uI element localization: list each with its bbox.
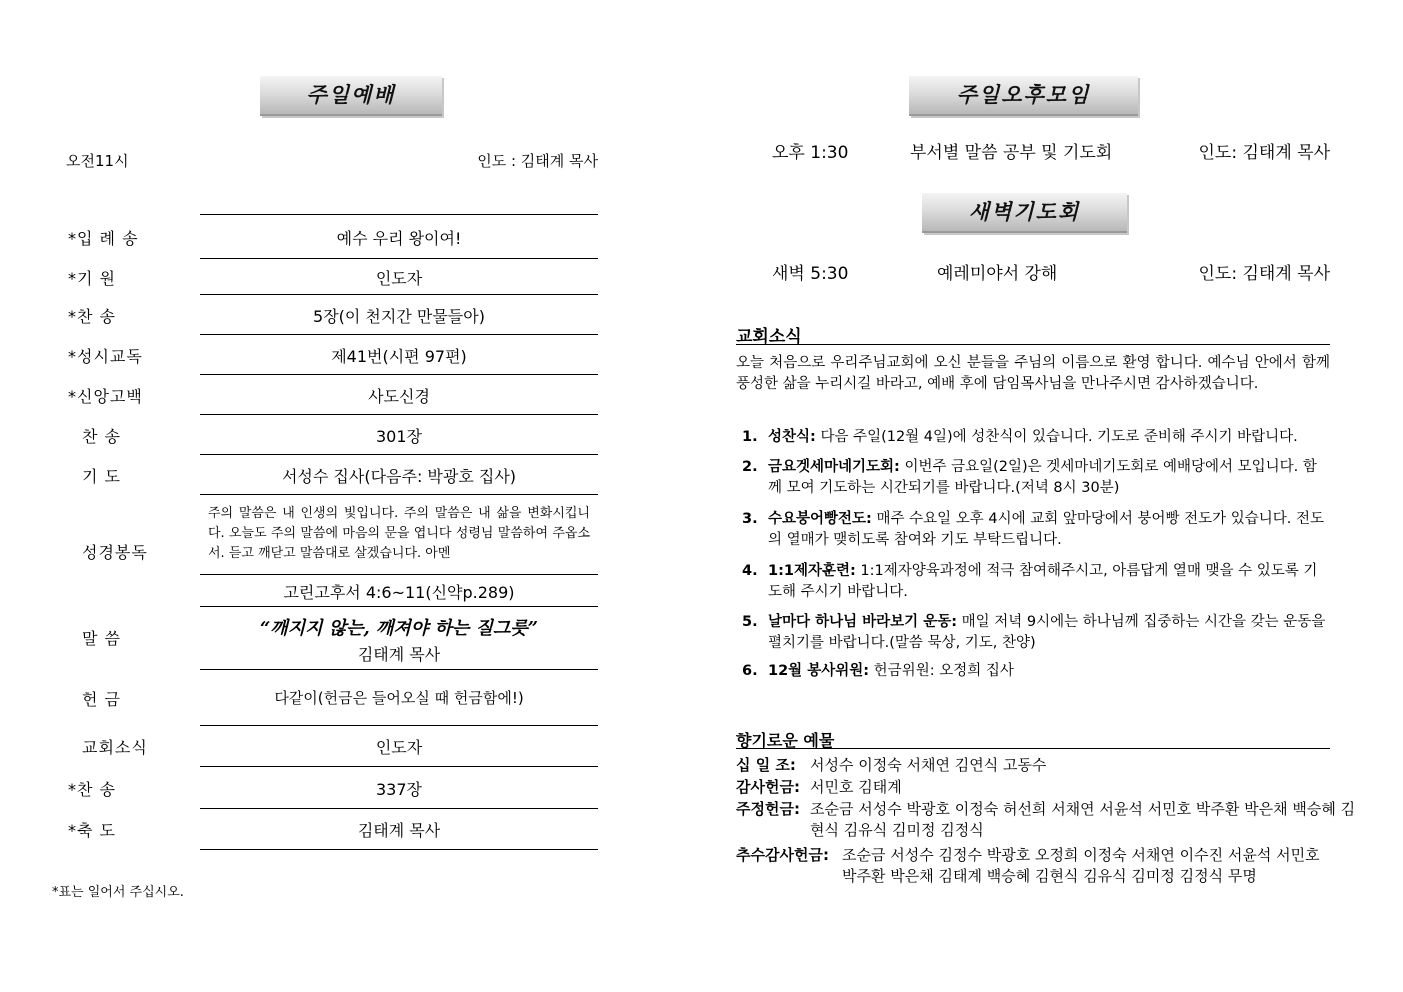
- divider: [200, 214, 598, 215]
- divider: [200, 606, 598, 607]
- dawn-leader: 인도: 김태계 목사: [1198, 264, 1330, 284]
- order-label: *찬 송: [68, 307, 116, 326]
- news-title: 1:1제자훈련:: [768, 563, 856, 579]
- news-number: 5.: [742, 614, 758, 630]
- divider: [200, 849, 598, 850]
- offering-label: 헌 금: [82, 690, 121, 709]
- order-value: 인도자: [375, 738, 423, 757]
- gift-names: 서민호 김태계: [810, 778, 902, 796]
- order-value: 제41번(시편 97편): [331, 347, 467, 366]
- news-text: 1:1제자양육과정에 적극 참여해주시고, 아름답게 열매 맺을 수 있도록 기도해 주시기 바랍니다.: [768, 563, 1318, 600]
- dawn-prayer-title: 새벽기도회: [922, 193, 1127, 233]
- news-text: 매일 저녁 9시에는 하나님께 집중하는 시간을 갖는 운동을 펼치기를 바랍니다.(말씀 묵상, 기도, 찬양): [768, 614, 1326, 651]
- news-item: [742, 661, 1330, 682]
- order-value: 서성수 집사(다음주: 박광호 집사): [281, 467, 517, 486]
- sermon-title: “깨지지 않는, 깨져야 하는 질그릇”: [259, 618, 539, 639]
- news-text: 이번주 금요일(2일)은 겟세마네기도회로 예배당에서 모입니다. 함께 모여 기도하는 시간되기를 바랍니다.(저녁 8시 30분): [768, 459, 1317, 496]
- sermon-preacher: 김태계 목사: [357, 645, 441, 664]
- order-value: 인도자: [375, 269, 423, 288]
- gift-names: 조순금 서성수 김정수 박광호 오정희 이정숙 서채연 이수진 서윤석 서민호 박주환 박은채 김태계 백승혜 김현식 김유식 김미정 김정식 무명: [842, 846, 1320, 885]
- divider: [200, 574, 598, 575]
- gift-names: 서성수 이정숙 서채연 김연식 고동수: [810, 756, 1047, 774]
- order-label: 찬 송: [82, 427, 121, 446]
- gifts-divider: [736, 748, 1330, 749]
- order-value: 301장: [376, 427, 422, 446]
- gift-names: 조순금 서성수 박광호 이정숙 허선희 서채연 서윤석 서민호 박주환 박은채 백승혜 김현식 김유식 김미정 김정식: [810, 800, 1356, 839]
- afternoon-leader: 인도: 김태계 목사: [1198, 143, 1330, 163]
- dawn-description: 예레미야서 강해: [937, 264, 1058, 284]
- divider: [200, 725, 598, 726]
- divider: [200, 669, 598, 670]
- gift-category: 감사헌금:: [736, 778, 800, 796]
- news-number: 3.: [742, 511, 758, 527]
- news-number: 1.: [742, 429, 758, 445]
- order-label: 교회소식: [82, 738, 148, 757]
- news-heading: 교회소식: [736, 327, 802, 347]
- divider: [200, 454, 598, 455]
- news-text: 매주 수요일 오후 4시에 교회 앞마당에서 붕어빵 전도가 있습니다. 전도의 열매가 맺히도록 참여와 기도 부탁드립니다.: [768, 511, 1324, 548]
- order-label: *기 원: [68, 269, 116, 288]
- order-label: *성시교독: [68, 347, 143, 366]
- gift-category: 십 일 조:: [736, 756, 796, 774]
- news-title: 수요붕어빵전도:: [768, 511, 872, 527]
- divider: [200, 258, 598, 259]
- divider: [200, 766, 598, 767]
- gift-row: [736, 755, 1046, 776]
- order-label: *축 도: [68, 821, 116, 840]
- news-number: 2.: [742, 459, 758, 475]
- scripture-reference: 고린고후서 4:6~11(신약p.289): [283, 583, 515, 602]
- news-title: 성찬식:: [768, 429, 816, 445]
- offering-value: 다같이(헌금은 들어오실 때 헌금함에!): [274, 689, 524, 707]
- order-value: 사도신경: [368, 387, 430, 406]
- order-label: *찬 송: [68, 780, 116, 799]
- scripture-label: 성경봉독: [82, 543, 148, 562]
- news-item: [742, 561, 1330, 603]
- news-item: [742, 509, 1330, 551]
- standing-footnote: *표는 일어서 주십시오.: [52, 885, 184, 900]
- afternoon-title: 주일오후모임: [909, 76, 1138, 116]
- worship-leader: 인도 : 김태계 목사: [477, 152, 598, 170]
- news-text: 헌금위원: 오정희 집사: [873, 663, 1014, 679]
- worship-title: 주일예배: [260, 76, 442, 116]
- gift-row: [736, 799, 1356, 841]
- divider: [200, 808, 598, 809]
- gift-row: [736, 777, 902, 798]
- sermon-label: 말 씀: [82, 629, 121, 648]
- news-item: [742, 612, 1330, 654]
- order-value: 337장: [376, 780, 422, 799]
- order-label: 기 도: [82, 467, 121, 486]
- news-item: [742, 457, 1330, 499]
- news-intro: 오늘 처음으로 우리주님교회에 오신 분들을 주님의 이름으로 환영 합니다. 예수님 안에서 함께 풍성한 삶을 누리시길 바라고, 예배 후에 담임목사님을 만나주시면 감사하겠습니다.: [736, 355, 1330, 392]
- divider: [200, 334, 598, 335]
- dawn-time: 새벽 5:30: [772, 264, 849, 284]
- order-value: 5장(이 천지간 만물들아): [313, 307, 485, 326]
- news-title: 날마다 하나님 바라보기 운동:: [768, 614, 958, 630]
- order-value: 예수 우리 왕이여!: [336, 229, 462, 248]
- gift-row: [736, 845, 1336, 887]
- news-title: 12월 봉사위원:: [768, 663, 870, 679]
- afternoon-time: 오후 1:30: [772, 143, 849, 163]
- news-title: 금요겟세마네기도회:: [768, 459, 900, 475]
- order-value: 김태계 목사: [357, 821, 441, 840]
- scripture-prayer: 주의 말씀은 내 인생의 빛입니다. 주의 말씀은 내 삶을 변화시킵니다. 오늘도 주의 말씀에 마음의 문을 엽니다 성령님 말씀하여 주옵소서. 듣고 깨닫고 말씀대로 살겠습니다. 아멘: [208, 506, 590, 561]
- gift-category: 추수감사헌금:: [736, 846, 829, 864]
- divider: [200, 374, 598, 375]
- afternoon-description: 부서별 말씀 공부 및 기도회: [910, 143, 1113, 163]
- divider: [200, 414, 598, 415]
- news-text: 다음 주일(12월 4일)에 성찬식이 있습니다. 기도로 준비해 주시기 바랍니다.: [820, 429, 1298, 445]
- gift-category: 주정헌금:: [736, 800, 800, 818]
- order-label: *입 례 송: [68, 229, 139, 248]
- news-number: 4.: [742, 563, 758, 579]
- order-label: *신앙고백: [68, 387, 143, 406]
- divider: [200, 294, 598, 295]
- news-divider: [736, 344, 1330, 345]
- gifts-heading: 향기로운 예물: [736, 731, 835, 750]
- news-number: 6.: [742, 663, 758, 679]
- worship-time: 오전11시: [66, 152, 129, 170]
- news-item: [742, 427, 1330, 448]
- divider: [200, 494, 598, 495]
